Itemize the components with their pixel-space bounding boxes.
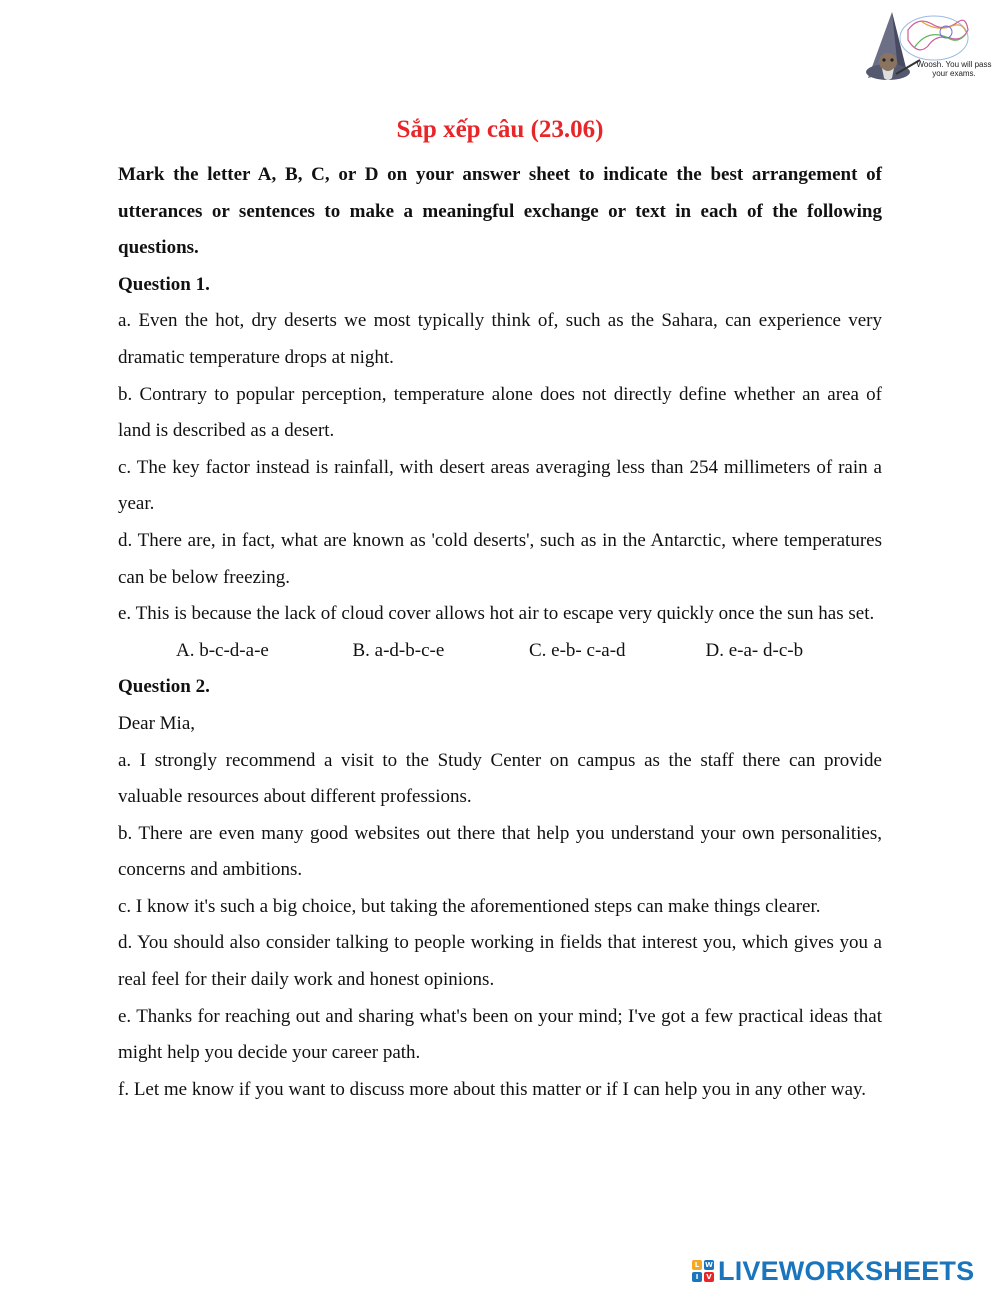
logo-caption: Woosh. You will pass your exams. (916, 60, 992, 78)
question-2-item-a: a. I strongly recommend a visit to the Study Center on campus as the staff there can provide valuable resources about different professions. (118, 749, 882, 808)
question-1-item-a: a. Even the hot, dry deserts we most typically think of, such as the Sahara, can experience very dramatic temperature drops at night. (118, 310, 882, 368)
question-2-heading: Question 2. (118, 676, 210, 698)
question-1-option-b[interactable]: B. a-d-b-c-e (352, 639, 445, 661)
page-title: Sắp xếp câu (23.06) (396, 116, 604, 143)
question-1-option-d[interactable]: D. e-a- d-c-b (705, 639, 804, 661)
instruction-text: Mark the letter A, B, C, or D on your answer sheet to indicate the best arrangement of utterances or sentences to make a meaningful exchange or text in each of the following questions. (118, 164, 882, 259)
liveworksheets-brand[interactable] (692, 1256, 974, 1286)
question-2-item-c: c. I know it's such a big choice, but taking the aforementioned steps can make things clearer. (118, 895, 821, 917)
question-2-item-b: b. There are even many good websites out there that help you understand your own personalities, concerns and ambitions. (118, 822, 882, 881)
question-1-options (118, 633, 882, 670)
question-1-item-b: b. Contrary to popular perception, temperature alone does not directly define whether an area of land is described as a desert. (118, 383, 882, 442)
question-1-item-c: c. The key factor instead is rainfall, with desert areas averaging less than 254 millimeters of rain a year. (118, 456, 882, 515)
question-1-item-d: d. There are, in fact, what are known as 'cold deserts', such as in the Antarctic, where temperatures can be below freezing. (118, 529, 882, 588)
question-2-greeting: Dear Mia, (118, 712, 196, 734)
question-1-option-c[interactable]: C. e-b- c-a-d (529, 639, 626, 661)
brand-name: LIVEWORKSHEETS (718, 1255, 975, 1286)
question-1-heading: Question 1. (118, 273, 210, 295)
question-2-item-e: e. Thanks for reaching out and sharing what's been on your mind; I've got a few practical ideas that might help you decide your career path. (118, 1005, 882, 1064)
question-2-item-f: f. Let me know if you want to discuss more about this matter or if I can help you in any other way. (118, 1078, 867, 1100)
question-1-option-a[interactable]: A. b-c-d-a-e (176, 639, 269, 661)
question-1-item-e: e. This is because the lack of cloud cover allows hot air to escape very quickly once the sun has set. (118, 603, 875, 625)
liveworksheets-logo-icon: L W I V (692, 1260, 714, 1282)
question-2-item-d: d. You should also consider talking to people working in fields that interest you, which gives you a real feel for their daily work and honest opinions. (118, 932, 882, 991)
worksheet-content (118, 157, 882, 1108)
